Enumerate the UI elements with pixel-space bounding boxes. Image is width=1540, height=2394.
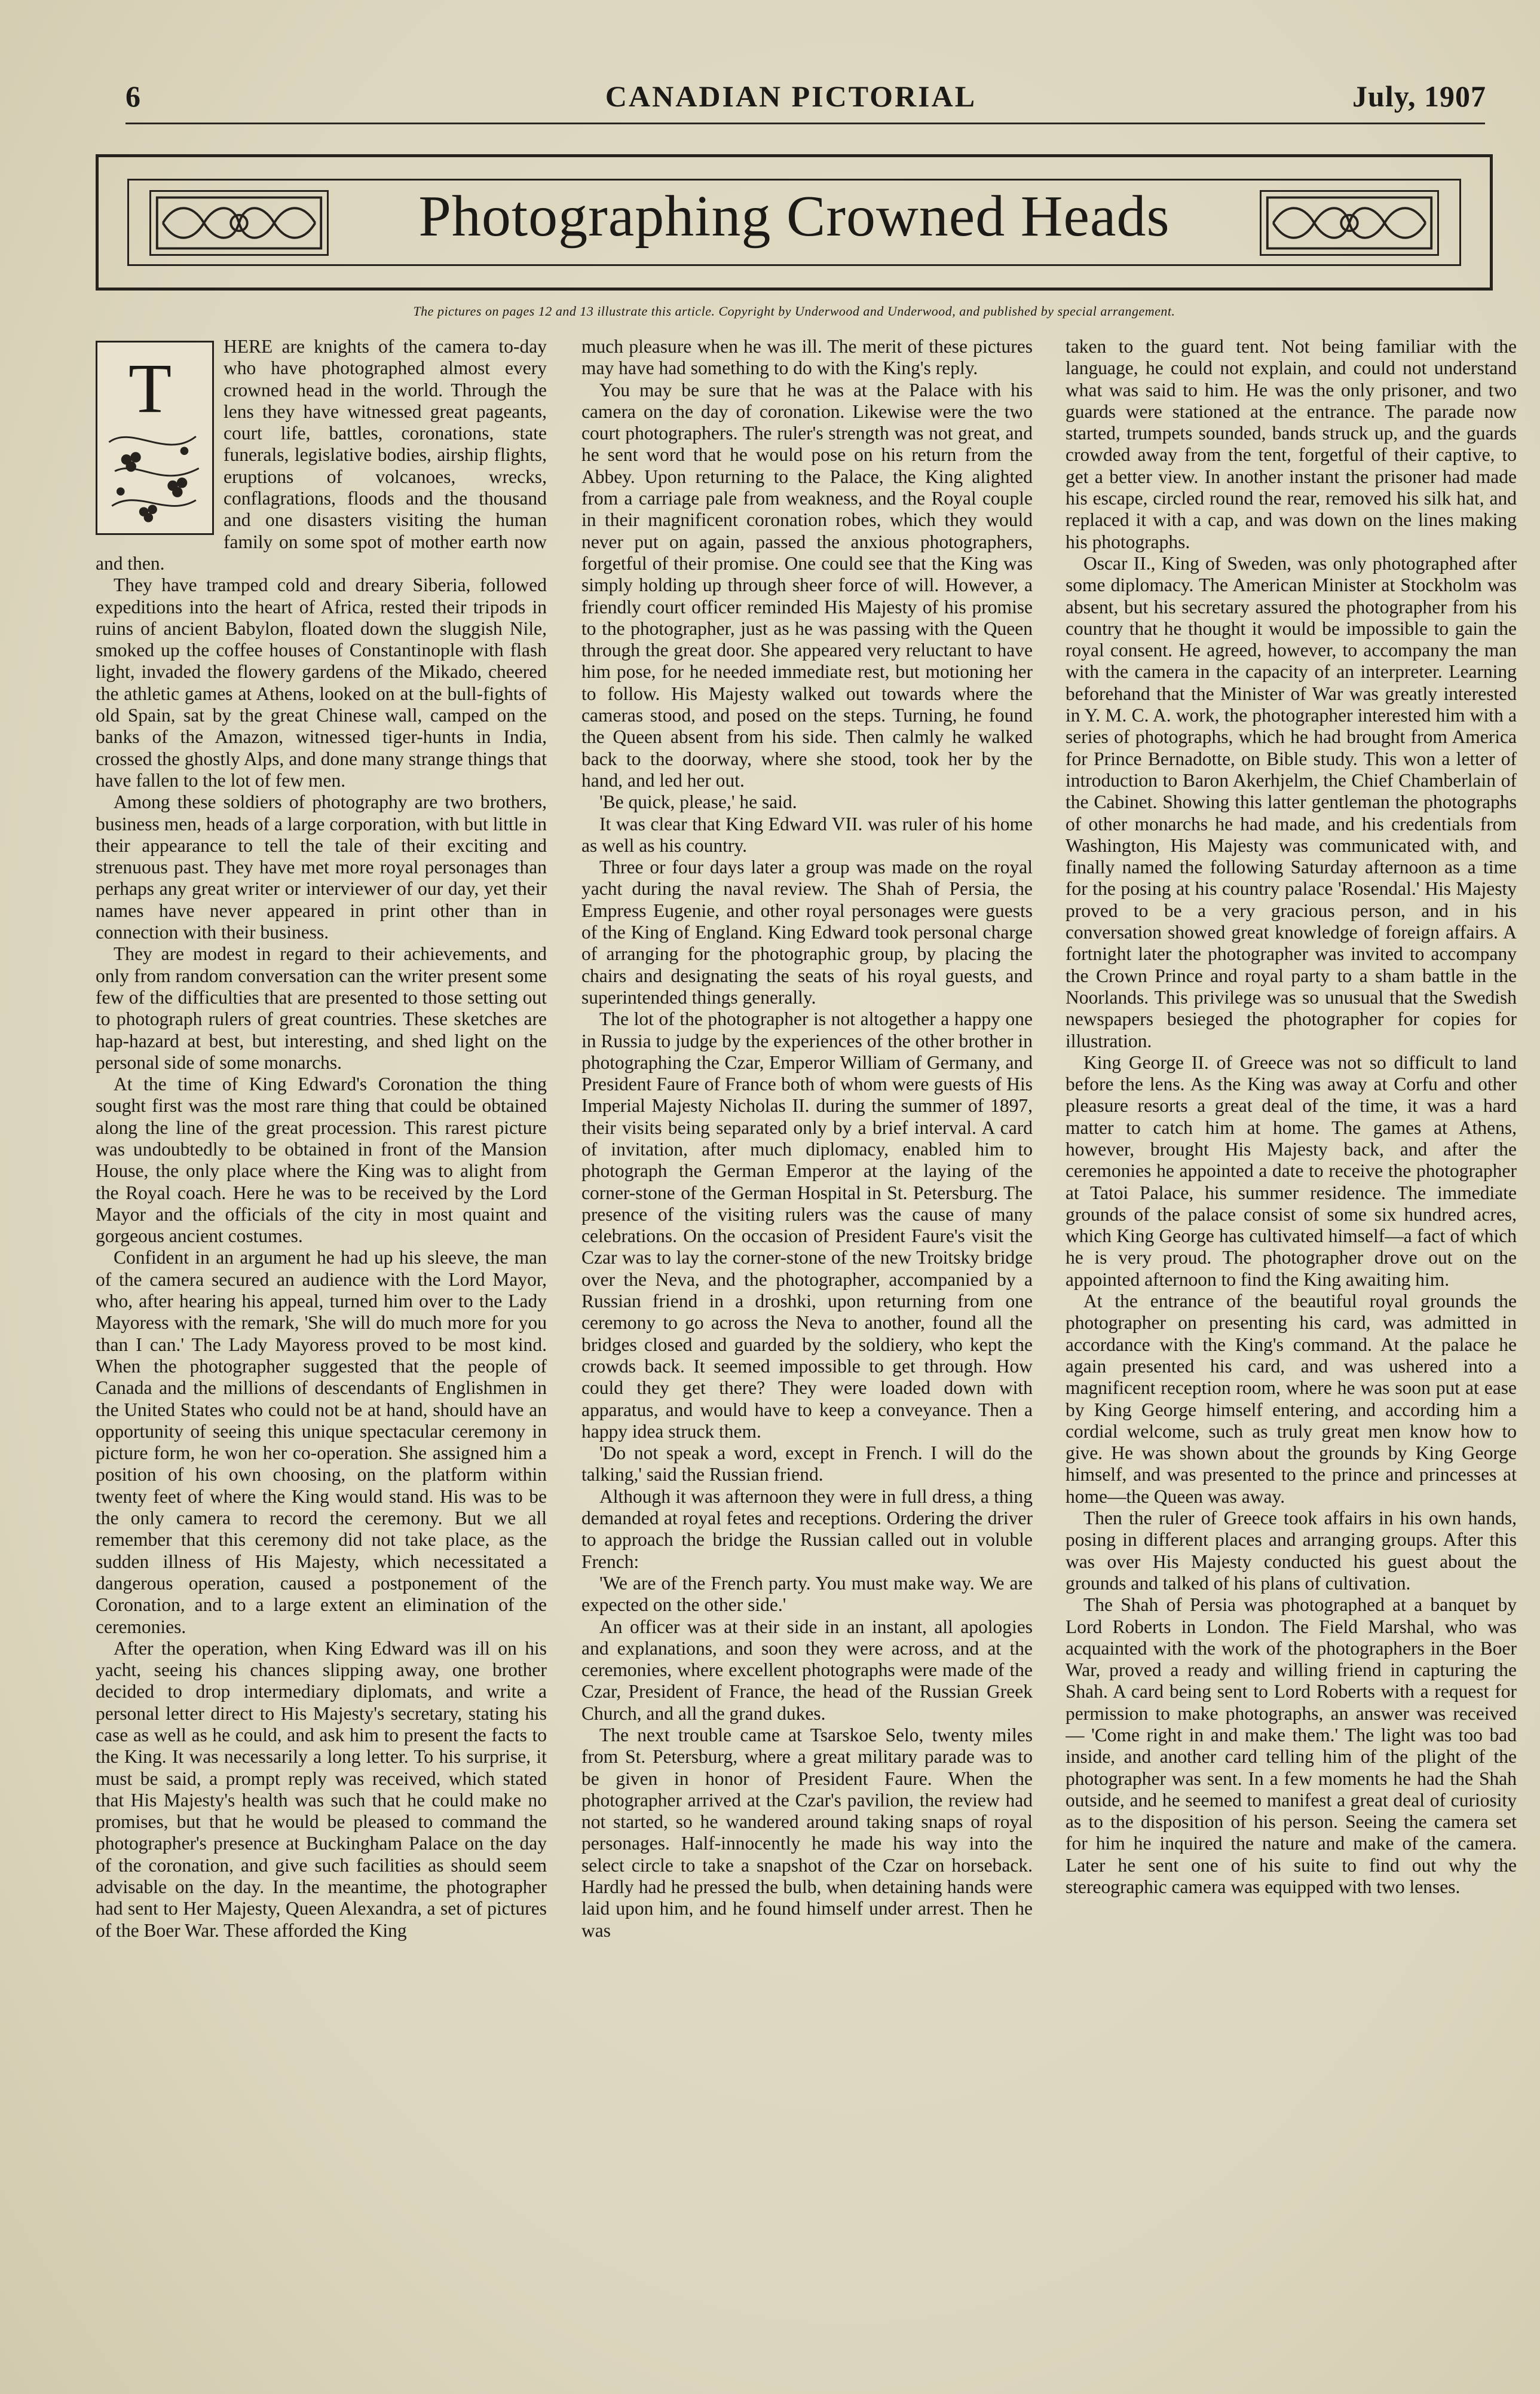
paragraph: 'Be quick, please,' he said. bbox=[599, 791, 797, 813]
paragraph: King George II. of Greece was not so difficult to land before the lens. As the King was away at Corfu and other pleasure resorts a great deal of the time, it was a hard matter to catch him at home. The games at Athens, however, brought His Majesty back, and after the ceremonies he appointed a date to receive the photographer at Tatoi Palace, his summer residence. The immediate grounds of the palace consist of some six hundred acres, which King George has cultivated himself—a fact of which he is very proud. The photographer drove out on the appointed afternoon to find the King awaiting him. bbox=[1066, 1051, 1517, 1290]
title-box bbox=[96, 154, 1493, 291]
article-title: Photographing Crowned Heads bbox=[418, 184, 1170, 249]
masthead: CANADIAN PICTORIAL bbox=[605, 80, 977, 113]
running-header bbox=[96, 79, 1486, 121]
text-column-3 bbox=[1066, 336, 1517, 2362]
dropcap-letter: T bbox=[128, 349, 172, 427]
paragraph: The Shah of Persia was photographed at a banquet by Lord Roberts in London. The Field Marshal, who was acquainted with the work of the photographers in the Boer War, proved a ready and willing friend in capturing the Shah. A card being sent to Lord Roberts with a request for permission to make photographs, an answer was received — 'Come right in and make them.' The light was too bad inside, and another card telling him of the plight of the photographer was sent. In a few moments he had the Shah outside, and he seemed to manifest a great deal of curiosity as to the disposition of his person. Seeing the camera set for him he inquired the nature and make of the camera. Later he sent one of his suite to find out why the stereographic camera was equipped with two lenses. bbox=[1066, 1594, 1517, 1898]
paragraph: You may be sure that he was at the Palace with his camera on the day of coronation. Likewise were the two court photographers. The ruler's strength was not great, and he sent word that he would pose on his return from the Abbey. Upon returning to the Palace, the King alighted from a carriage pale from weakness, and the Royal couple in their magnificent coronation robes, which they would never put on again, passed the anxious photographers, forgetful of their promise. One could see that the King was simply holding up through sheer force of will. However, a friendly court officer reminded His Majesty of his promise to the photographer, just as he was passing with the Queen through the great door. She appeared very reluctant to have him pose, for he needed immediate rest, but motioning her to follow. His Majesty walked out towards where the cameras stood, and posed on the steps. Turning, he found the Queen absent from his side. Then calmly he walked back to the doorway, where she stood, took her by the hand, and led her out. bbox=[581, 379, 1033, 791]
paragraph: An officer was at their side in an instant, all apologies and explanations, and soon they were across, and at the ceremonies, where excellent photographs were made of the Czar, President of France, the head of the Russian Greek Church, and all the grand dukes. bbox=[581, 1616, 1033, 1724]
paragraph: The next trouble came at Tsarskoe Selo, twenty miles from St. Petersburg, where a great military parade was to be given in honor of President Faure. When the photographer arrived at the Czar's pavilion, the review had not started, so he wandered around taking snaps of royal personages. Half-innocently he made his way into the select circle to take a snapshot of the Czar on horseback. Hardly had he pressed the bulb, when detaining hands were laid upon him, and he found himself under arrest. Then he was bbox=[581, 1725, 1033, 1941]
issue-date: July, 1907 bbox=[1352, 80, 1486, 113]
header-rule bbox=[125, 123, 1485, 124]
paragraph: Among these soldiers of photography are two brothers, business men, heads of a large corporation, with but little in their appearance to tell the tale of their exciting and strenuous past. They have met more royal personages than perhaps any great writer or interviewer of our day, yet their names have never appeared in print other than in connection with their business. bbox=[96, 791, 547, 943]
paragraph: After the operation, when King Edward was ill on his yacht, seeing his chances slipping away, one brother decided to drop intermediary diplomats, and write a personal letter direct to His Majesty's secretary, stating his case as well as he could, and ask him to present the facts to the King. It was necessarily a long letter. To his surprise, it must be said, a prompt reply was received, which stated that His Majesty's health was such that he could make no promises, but that he would be pleased to command the photographer's presence at Buckingham Palace on the day of the coronation, and give such facilities as should seem advisable on the day. In the meantime, the photographer had sent to Her Majesty, Queen Alexandra, a set of pictures of the Boer War. These afforded the King bbox=[96, 1637, 547, 1941]
paragraph: They are modest in regard to their achievements, and only from random conversation can the writer present some few of the difficulties that are presented to those setting out to photograph rulers of great countries. These sketches are hap-hazard at best, but interesting, and shed light on the personal side of some monarchs. bbox=[96, 943, 547, 1073]
paragraph: At the entrance of the beautiful royal grounds the photographer on presenting his card, was admitted in accordance with the King's command. At the palace he again presented his card, and was ushered into a magnificent reception room, where he was soon put at ease by King George himself entering, and according him a cordial welcome, such as truly great men know how to give. He was shown about the grounds by King George himself, and was presented to the prince and princesses at home—the Queen was away. bbox=[1066, 1291, 1517, 1507]
right-ornament-icon bbox=[1260, 190, 1439, 256]
paragraph: 'Do not speak a word, except in French. I will do the talking,' said the Russian friend. bbox=[581, 1442, 1033, 1485]
paragraph: Although it was afternoon they were in full dress, a thing demanded at royal fetes and receptions. Ordering the driver to approach the bridge the Russian called out in voluble French: bbox=[581, 1485, 1033, 1572]
paragraph: much pleasure when he was ill. The merit of these pictures may have had something to do with the King's reply. bbox=[581, 336, 1033, 379]
paragraph: Three or four days later a group was made on the royal yacht during the naval review. The Shah of Persia, the Empress Eugenie, and other royal personages were guests of the King of England. King Edward took personal charge of arranging for the photographic group, by placing the chairs and designating the seats of his royal guests, and superintended things generally. bbox=[581, 857, 1033, 1008]
paragraph: They have tramped cold and dreary Siberia, followed expeditions into the heart of Africa, rested their tripods in ruins of ancient Babylon, floated down the sluggish Nile, smoked up the coffee houses of Constantinople with flash light, invaded the flowery gardens of the Mikado, cheered the athletic games at Athens, looked on at the bull-fights of old Spain, sat by the great Chinese wall, camped on the banks of the Amazon, witnessed tiger-hunts in India, crossed the ghostly Alps, and done many strange things that have fallen to the lot of few men. bbox=[96, 574, 547, 791]
paragraph: At the time of King Edward's Coronation the thing sought first was the most rare thing that could be obtained along the line of the great procession. This rarest picture was undoubtedly to be obtained in front of the Mansion House, the only place where the King was to alight from the Royal coach. Here he was to be received by the Lord Mayor and the officials of the city in most quaint and gorgeous ancient costumes. bbox=[96, 1074, 547, 1247]
paragraph: It was clear that King Edward VII. was ruler of his home as well as his country. bbox=[581, 813, 1033, 856]
paragraph: taken to the guard tent. Not being familiar with the language, he could not explain, and could not understand what was said to him. He was the only prisoner, and two guards were stationed at the entrance. The parade now started, trumpets sounded, bands struck up, and the guards crowded away from the tent, forgetful of their captive, to get a better view. In another instant the prisoner had made his escape, circled round the rear, removed his silk hat, and replaced it with a cap, and was down on the lines making his photographs. bbox=[1066, 336, 1517, 552]
paragraph: The lot of the photographer is not altogether a happy one in Russia to judge by the experiences of the other brother in photographing the Czar, Emperor William of Germany, and President Faure of France both of whom were guests of His Imperial Majesty Nicholas II. during the summer of 1897, their visits being separated only by a brief interval. A card of invitation, after much diplomacy, enabled him to photograph the German Emperor at the laying of the corner-stone of the German Hospital in St. Petersburg. The presence of the visiting rulers was the cause of many celebrations. On the occasion of President Faure's visit the Czar was to lay the corner-stone of the new Troitsky bridge over the Neva, and the photographer, accompanied by a Russian friend in a droshki, upon returning from one ceremony to go across the Neva to another, found all the bridges closed and guarded by the soldiery, who kept the crowds back. It seemed impossible to get through. How could they get there? They were loaded down with apparatus, and would have to keep a conveyance. Then a happy idea struck them. bbox=[581, 1008, 1033, 1442]
text-column-2 bbox=[581, 336, 1033, 2362]
paragraph: Oscar II., King of Sweden, was only photographed after some diplomacy. The American Minister at Stockholm was absent, but his secretary assured the photographer from his country that he thought it would be impossible to gain the royal consent. He agreed, however, to accompany the man with the camera in the capacity of an interpreter. Learning beforehand that the Minister of War was greatly interested in Y. M. C. A. work, the photographer interested him with a series of photographs, which he had brought from America for Prince Bernadotte, on Bible study. This won a letter of introduction to Baron Akerhjelm, the Chief Chamberlain of the Cabinet. Showing this latter gentleman the photographs of other monarchs he had made, and his credentials from Washington, His Majesty was communicated with, and finally named the following Saturday afternoon as a time for the posing at his country palace 'Rosendal.' His Majesty proved to be a very gracious person, and in his conversation showed great knowledge of foreign affairs. A fortnight later the photographer was invited to accompany the Crown Prince and royal party to a sham battle in the Noorlands. This privilege was so unusual that the Swedish newspapers besieged the photographer for copies for illustration. bbox=[1066, 552, 1517, 1051]
photo-credit: The pictures on pages 12 and 13 illustrate this article. Copyright by Underwood and Underwood, and published by special arrangement. bbox=[413, 304, 1175, 319]
paragraph: Then the ruler of Greece took affairs in his own hands, posing in different places and arranging groups. After this was over His Majesty conducted his guest about the grounds and talked of his plans of cultivation. bbox=[1066, 1508, 1517, 1594]
text-column-1 bbox=[96, 336, 547, 2362]
paragraph: HERE are knights of the camera to-day who have photographed almost every crowned head in the world. Through the lens they have witnessed great pageants, court life, battles, coronations, state funerals, legislative bodies, airship flights, eruptions of volcanoes, wrecks, conflagrations, floods and the thousand and one disasters visiting the human family on some spot of mother earth now and then. bbox=[96, 336, 547, 574]
paragraph: 'We are of the French party. You must make way. We are expected on the other side.' bbox=[581, 1572, 1033, 1616]
page-number: 6 bbox=[125, 80, 140, 113]
paragraph: Confident in an argument he had up his sleeve, the man of the camera secured an audience with the Lord Mayor, who, after hearing his appeal, turned him over to the Lady Mayoress with the remark, 'She will do much more for you than I can.' The Lady Mayoress proved to be most kind. When the photographer suggested that the people of Canada and the millions of descendants of Englishmen in the United States who could not be at hand, should have an opportunity of seeing this unique spectacular ceremony in picture form, he won her co-operation. She assigned him a position of his own choosing, on the platform within twenty feet of where the King would stand. His was to be the only camera to record the ceremony. But we all remember that this ceremony did not take place, as the sudden illness of His Majesty, which necessitated a dangerous operation, caused a postponement of the Coronation, and to a large extent an elimination of the ceremonies. bbox=[96, 1247, 547, 1637]
title-frame bbox=[127, 179, 1461, 266]
dropcap-ornament bbox=[96, 341, 214, 535]
